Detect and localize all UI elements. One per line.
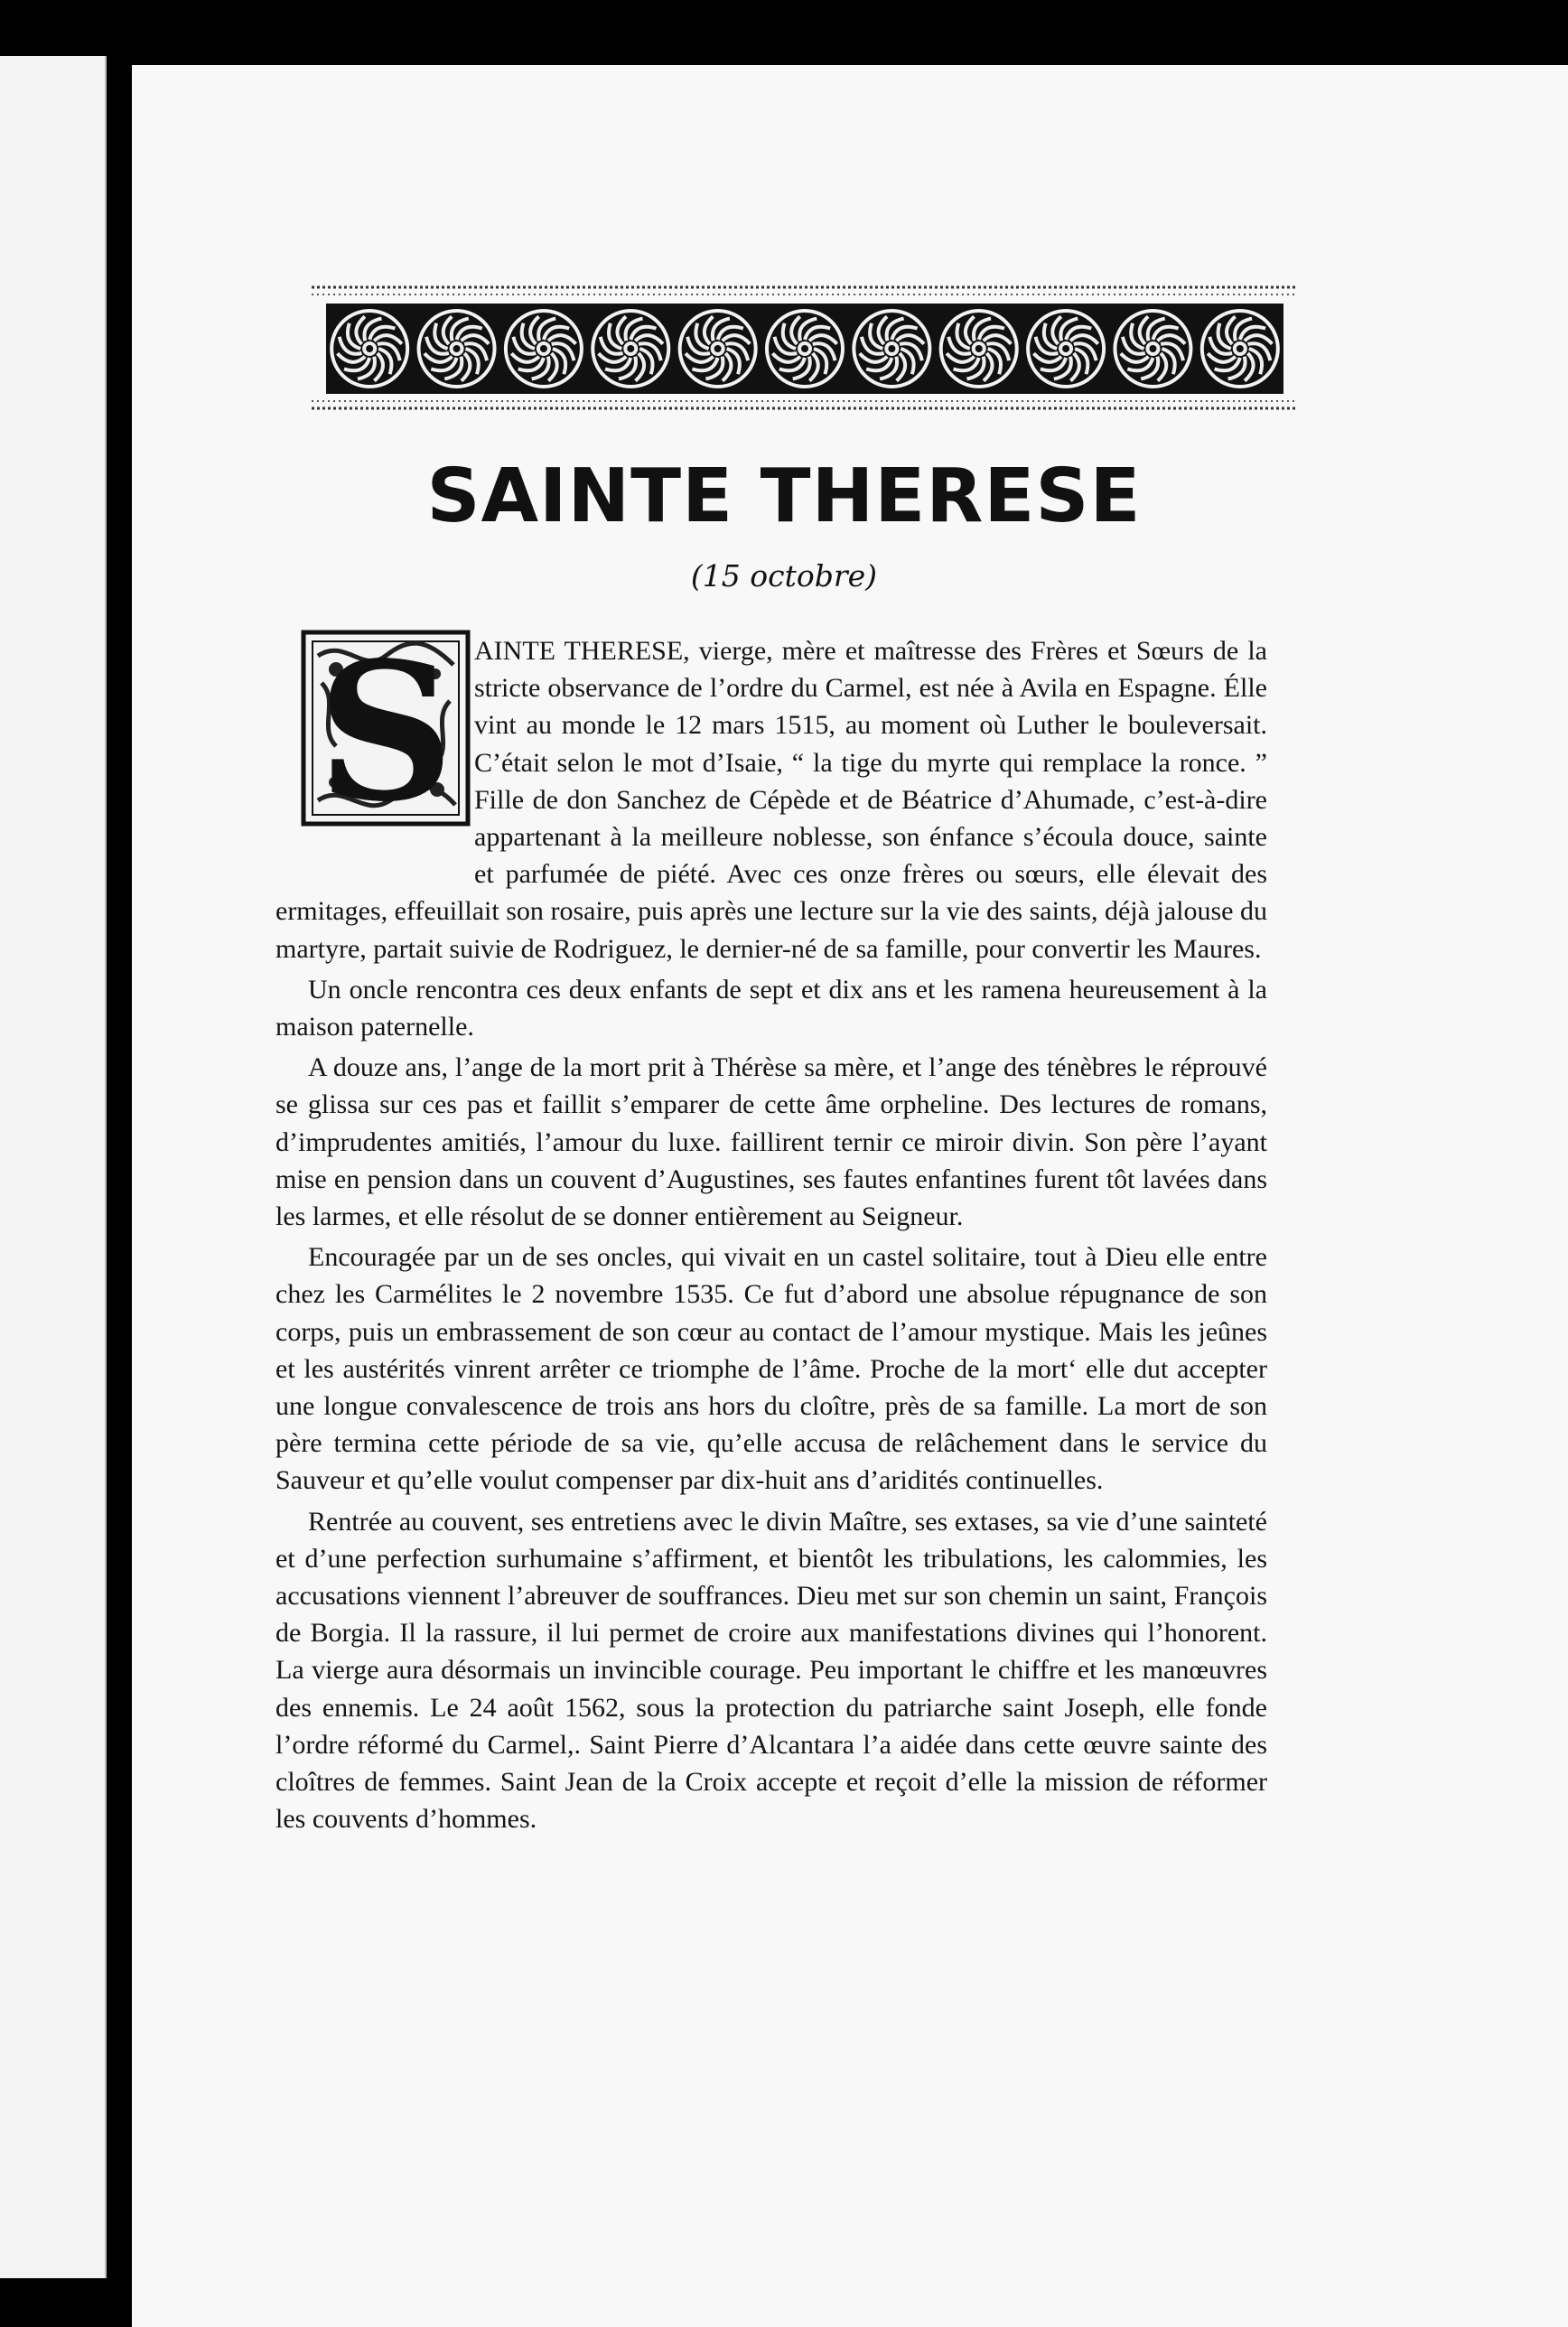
rosette-ornament — [765, 309, 845, 388]
dropcap-letter: S — [317, 629, 454, 827]
paragraph-2: Un oncle rencontra ces deux enfants de sept et dix ans et les ramena heureusement à la maison paternelle. — [275, 974, 1267, 1042]
rosette-ornament — [1026, 309, 1106, 388]
rosette-ornament — [1200, 309, 1280, 388]
rosette-ornament — [504, 309, 583, 388]
rosette-ornament — [678, 309, 758, 388]
rosette-ornament — [1113, 309, 1192, 388]
feast-date: (15 octobre) — [690, 558, 878, 593]
page-title: SAINTE THERESE — [426, 453, 1142, 539]
rosette-ornament — [939, 309, 1019, 388]
article-body — [275, 632, 1267, 1842]
paragraph-3: A douze ans, l’ange de la mort prit à Thérèse sa mère, et l’ange des ténèbres le réprouvé se glissa sur ces pas et faillit s’emparer de cette âme orpheline. Des lectures de romans, d’imprudentes amitiés, l’amour du luxe. faillirent ternir ce miroir divin. Son père l’ayant mise en pension dans un couvent d’Augustines, ses fautes enfantines furent tôt lavées dans les larmes, et elle résolut de se donner entièrement au Seigneur. — [275, 1052, 1267, 1232]
ornamental-banner — [312, 280, 1298, 443]
paragraph-4: Encouragée par un de ses oncles, qui vivait en un castel solitaire, tout à Dieu elle entre chez les Carmélites le 2 novembre 1535. Ce fut d’abord une absolue répugnance de son corps, puis un embrassement de son cœur au contact de l’amour mystique. Mais les jeûnes et les austérités vinrent arrêter ce triomphe de l’âme. Proche de la mort‘ elle dut accepter une longue convalescence de trois ans hors du cloître, près de sa famille. La mort de son père termina cette période de sa vie, qu’elle accusa de relâchement dans le service du Sauveur et qu’elle voulut compenser par dix-huit ans d’aridités continuelles. — [275, 1242, 1267, 1496]
rosette-ornament — [852, 309, 931, 388]
rosette-ornament — [417, 309, 497, 388]
rosette-ornament — [591, 309, 670, 388]
previous-page-edge — [0, 56, 107, 2278]
paragraph-1: AINTE THERESE, vierge, mère et maîtresse des Frères et Sœurs de la stricte observance de l’ordre du Carmel, est née à Avila en Espagne. Élle vint au monde le 12 mars 1515, au moment où Luther le bouleversait. C’était selon le mot d’Isaie, “ la tige du myrte qui remplace la ronce. ” Fille de don Sanchez de Cépède et de Béatrice d’Ahumade, c’est-à-dire appartenant à la meilleure noblesse, son énfance s’écoula douce, sainte et parfumée de piété. Avec ces onze frères ou sœurs, elle élevait des ermitages, effeuillait son rosaire, puis après une lecture sur la vie des saints, déjà jalouse du martyre, partait suivie de Rodriguez, le dernier-né de sa famille, pour convertir les Maures. — [275, 636, 1267, 964]
paragraph-5: Rentrée au couvent, ses entretiens avec le divin Maître, ses extases, sa vie d’une sainteté et d’une perfection surhumaine s’affirment, et bientôt les tribulations, les calommies, les accusations viennent l’abreuver de souffrances. Dieu met sur son chemin un saint, François de Borgia. Il la rassure, il lui permet de croire aux manifestations divines qui l’honorent. La vierge aura désormais un invincible courage. Peu important le chiffre et les manœuvres des ennemis. Le 24 août 1562, sous la protection du patriarche saint Joseph, elle fonde l’ordre réformé du Carmel,. Saint Pierre d’Alcantara l’a aidée dans cette œuvre sainte des cloîtres de femmes. Saint Jean de la Croix accepte et reçoit d’elle la mission de réformer les couvents d’hommes. — [275, 1506, 1267, 1835]
rosette-ornament — [330, 309, 409, 388]
